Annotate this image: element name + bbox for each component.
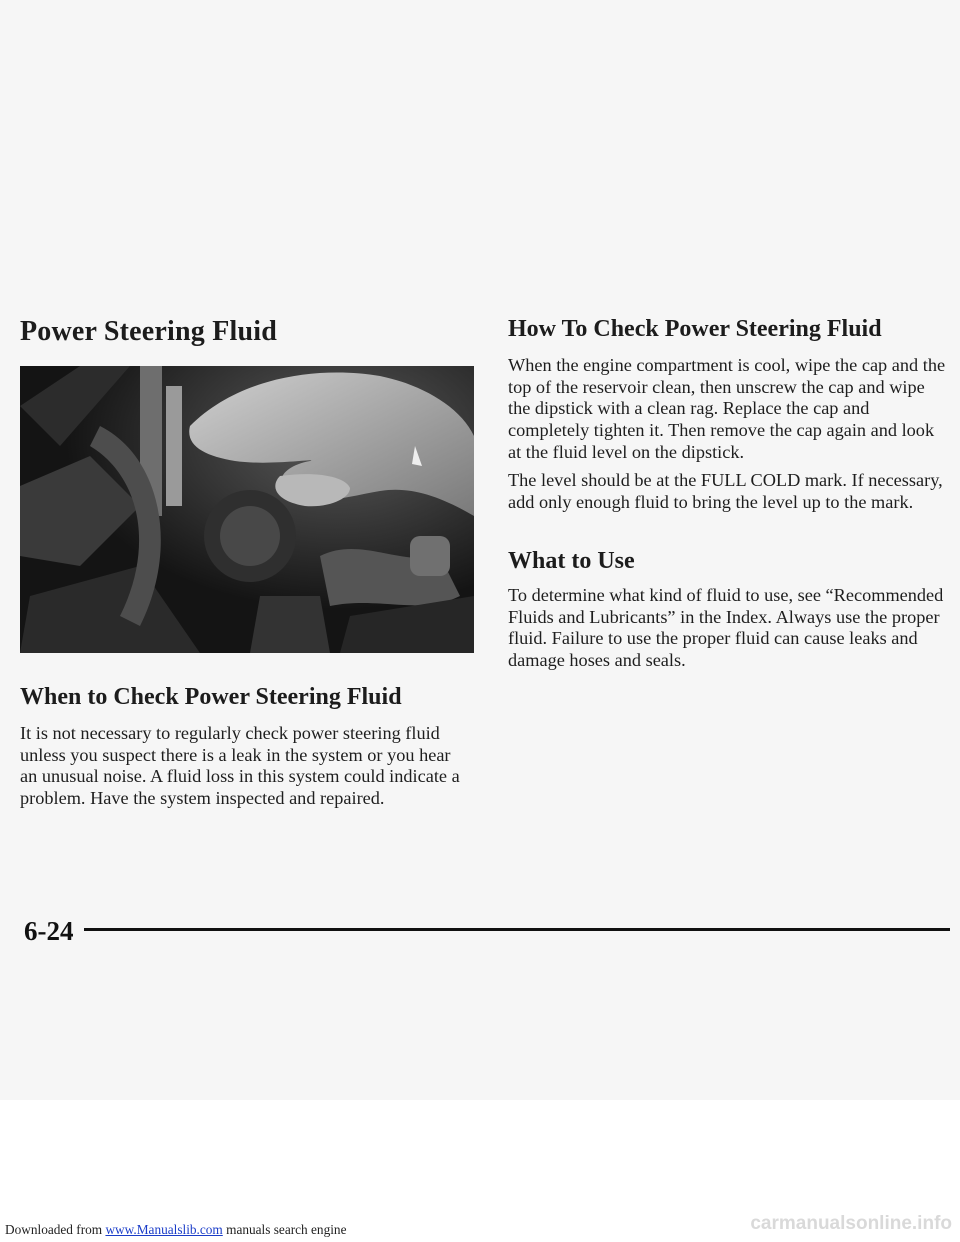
when-to-check-text: It is not necessary to regularly check power steering fluid unless you suspect there is a leak in the system or you hear an unusual noise. A fluid loss in this system could indicate a problem. Have the system inspected and repaired. [20, 723, 460, 809]
what-to-use-heading: What to Use [508, 548, 635, 574]
how-to-check-text-1: When the engine compartment is cool, wipe the cap and the top of the reservoir clean, then unscrew the cap and wipe the dipstick with a clean rag. Replace the cap and completely tighten it. Then remove the cap again and look at the fluid level on the dipstick. [508, 355, 946, 462]
download-suffix: manuals search engine [222, 1222, 347, 1237]
what-to-use-text: To determine what kind of fluid to use, see “Recommended Fluids and Lubricants” in the Index. Always use the proper fluid. Failure to use the proper fluid can cause leaks and damage hoses and seals. [508, 585, 944, 671]
how-to-check-text-2: The level should be at the FULL COLD mark. If necessary, add only enough fluid to bring the level up to the mark. [508, 470, 943, 512]
when-to-check-heading: When to Check Power Steering Fluid [20, 684, 402, 710]
footer-rule [84, 928, 950, 931]
watermark: carmanualsonline.info [750, 1213, 952, 1234]
manualslib-link[interactable]: www.Manualslib.com [105, 1222, 223, 1237]
page-number: 6-24 [24, 916, 74, 946]
power-steering-reservoir-photo [20, 366, 474, 653]
download-prefix: Downloaded from [5, 1222, 106, 1237]
page-title: Power Steering Fluid [20, 316, 278, 347]
download-source-line [5, 1222, 346, 1238]
how-to-check-heading: How To Check Power Steering Fluid [508, 316, 882, 342]
